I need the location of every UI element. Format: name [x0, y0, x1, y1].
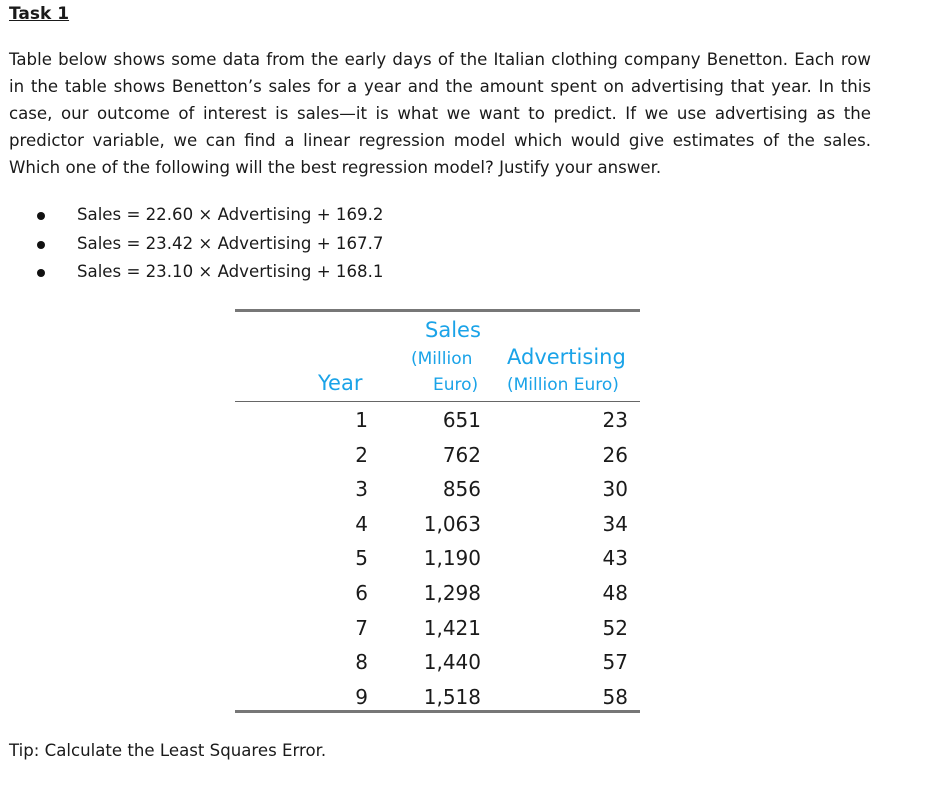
advertising-cell: 58: [602, 684, 628, 709]
sales-header: Sales: [425, 318, 481, 342]
sales-cell: 762: [442, 442, 481, 467]
sales-cell: 651: [442, 408, 481, 432]
sales-unit-line2: Euro): [433, 375, 479, 395]
sales-cell: 1,440: [423, 650, 481, 675]
advertising-cell: 26: [602, 442, 628, 467]
table-row: [235, 612, 640, 647]
advertising-header: Advertising: [507, 345, 626, 369]
year-cell: 3: [355, 477, 368, 502]
option-text: Sales = 22.60 × Advertising + 169.2: [77, 205, 384, 224]
sales-cell: 1,518: [423, 684, 481, 709]
year-header: Year: [318, 371, 363, 395]
year-cell: 5: [355, 546, 368, 571]
year-cell: 8: [355, 650, 368, 675]
intro-paragraph: Table below shows some data from the early days of the Italian clothing company Benetton. Each row in the table shows Benetton’s sales for a year and the amount spent on advertising that year. In this case, our outcome of interest is sales—it is what we want to predict. If we use advertising as the predictor variable, we can find a linear regression model which would give estimates of the sales. Which one of the following will the best regression model? Justify your answer.: [9, 50, 871, 177]
header-divider: [235, 401, 640, 402]
sales-cell: 1,190: [423, 546, 481, 571]
sales-cell: 1,063: [423, 511, 481, 536]
option-text: Sales = 23.10 × Advertising + 168.1: [77, 262, 384, 281]
option-text: Sales = 23.42 × Advertising + 167.7: [77, 233, 384, 253]
table-row: [235, 439, 640, 474]
sales-cell: 1,298: [423, 581, 481, 605]
year-cell: 6: [355, 581, 368, 605]
advertising-cell: 57: [602, 650, 628, 675]
bullet-icon: [37, 269, 45, 277]
year-cell: 4: [355, 511, 368, 536]
table-row: [235, 542, 640, 577]
year-cell: 9: [355, 684, 368, 709]
bullet-icon: [37, 241, 45, 249]
advertising-cell: 34: [602, 511, 628, 536]
sales-cell: 856: [442, 477, 481, 502]
year-cell: 2: [355, 442, 368, 467]
table-row: [235, 404, 640, 439]
year-cell: 7: [355, 615, 368, 640]
bullet-icon: [37, 212, 45, 220]
tip-text: Tip: Calculate the Least Squares Error.: [9, 741, 327, 760]
table-row: [235, 646, 640, 681]
task-title: Task 1: [9, 4, 70, 24]
advertising-cell: 48: [602, 581, 628, 605]
advertising-cell: 30: [602, 477, 628, 502]
advertising-cell: 52: [602, 615, 628, 640]
table-row: [235, 508, 640, 543]
benetton-data-table: [235, 309, 640, 713]
advertising-cell: 23: [602, 408, 628, 432]
advertising-unit: (Million Euro): [507, 375, 619, 395]
sales-unit-line1: (Million: [411, 349, 473, 369]
table-row: [235, 577, 640, 612]
table-row: [235, 681, 640, 716]
advertising-cell: 43: [602, 546, 628, 571]
table-row: [235, 473, 640, 508]
sales-cell: 1,421: [423, 615, 481, 640]
year-cell: 1: [355, 408, 368, 432]
